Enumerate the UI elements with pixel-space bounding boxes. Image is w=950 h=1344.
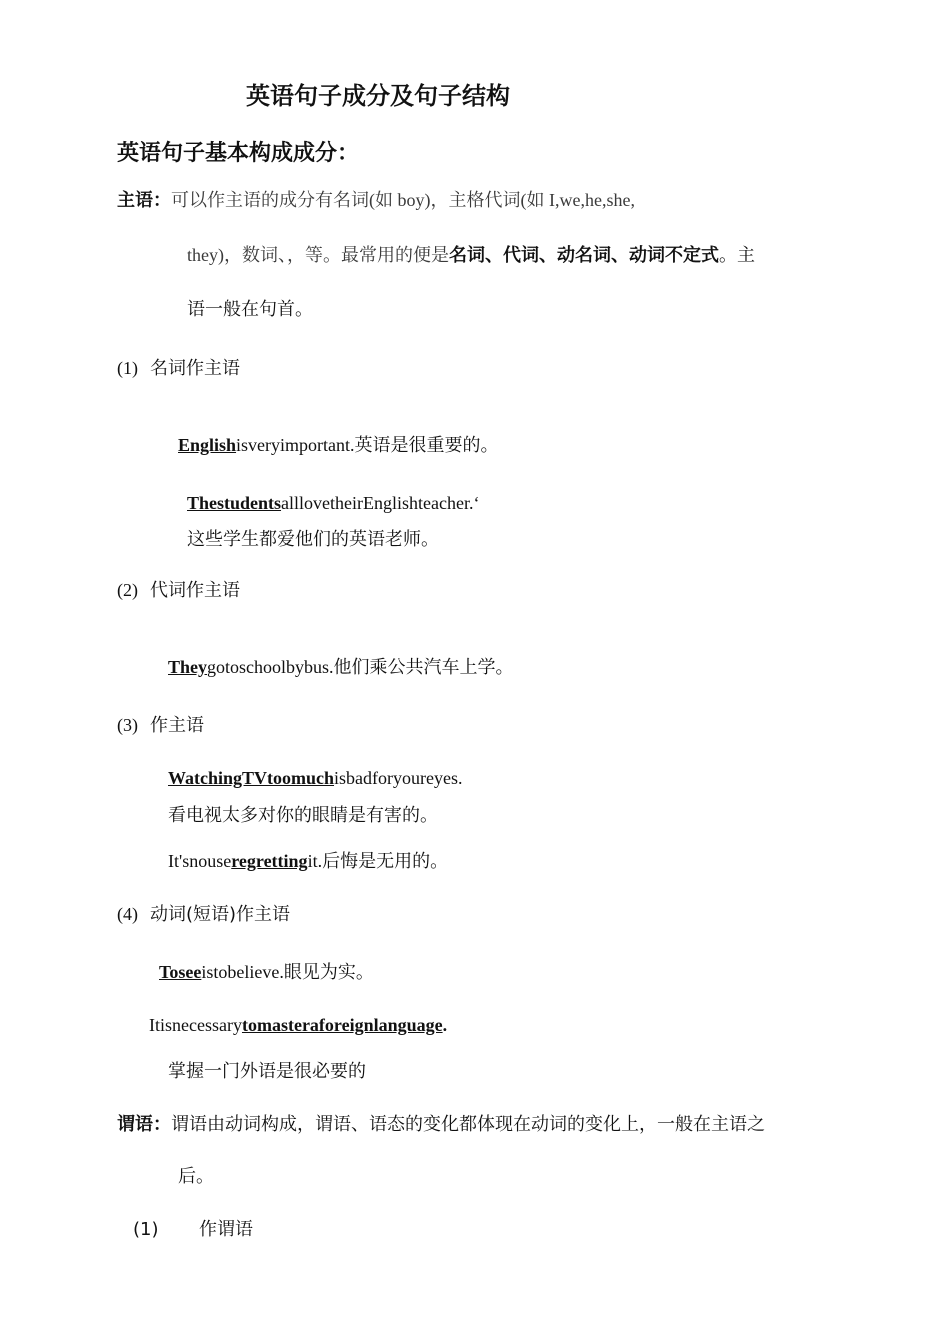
subject-paragraph-line2 xyxy=(187,243,755,268)
example-to-see xyxy=(159,960,374,984)
subject-line1-text: 可以作主语的成分有名词(如 boy)，主格代词(如 I,we,he,she, xyxy=(171,190,635,210)
document-title: 英语句子成分及句子结构 xyxy=(246,82,510,110)
subject-label: 主语 xyxy=(117,190,153,211)
subject-paragraph-line1 xyxy=(117,188,635,213)
item-label: 动词(短语)作主语 xyxy=(150,904,291,925)
section-heading: 英语句子基本构成成分： xyxy=(117,141,360,166)
example-students-translation: 这些学生都爱他们的英语老师。 xyxy=(187,529,439,550)
predicate-paragraph-line1 xyxy=(117,1113,765,1137)
example-subject-underlined: English xyxy=(178,435,237,455)
subject-line2-pre: they)，数词、，等。最常用的便是 xyxy=(187,245,449,265)
predicate-colon: ： xyxy=(153,1114,171,1135)
item-number: (2) xyxy=(117,580,138,600)
example-pre: It'snouse xyxy=(168,851,232,871)
example-necessary xyxy=(149,1013,447,1037)
item-number: (3) xyxy=(117,715,138,735)
subject-colon: ： xyxy=(153,190,171,211)
item-number: (4) xyxy=(117,904,138,924)
predicate-paragraph-line2: 后。 xyxy=(178,1166,214,1187)
item-label: 代词作主语 xyxy=(150,580,240,601)
list-item-pronoun-subject xyxy=(117,578,240,603)
list-item-as-subject xyxy=(117,713,204,738)
subject-paragraph-line3: 语一般在句首。 xyxy=(187,299,313,320)
example-rest: gotoschoolbybus.他们乘公共汽车上学。 xyxy=(207,657,514,677)
example-period: . xyxy=(442,1015,448,1035)
example-subject-underlined: They xyxy=(168,657,208,677)
example-rest: isveryimportant.英语是很重要的。 xyxy=(236,435,499,455)
subject-line2-bold: 名词、代词、动名词、动词不定式 xyxy=(448,245,719,266)
example-subject-underlined: regretting xyxy=(231,851,308,871)
subject-line2-post: 。主 xyxy=(718,245,755,266)
example-english xyxy=(178,433,499,457)
item-label: 作主语 xyxy=(150,715,204,736)
example-subject-underlined: Tosee xyxy=(159,962,202,982)
predicate-line1-text: 谓语由动词构成，谓语、语态的变化都体现在动词的变化上，一般在主语之 xyxy=(171,1114,765,1135)
list-item-as-predicate xyxy=(133,1218,253,1242)
example-subject-underlined: tomasteraforeignlanguage xyxy=(241,1015,443,1035)
item-number: (1) xyxy=(133,1219,159,1240)
example-students xyxy=(187,491,479,515)
example-watching-tv xyxy=(168,766,463,790)
list-item-verb-phrase-subject xyxy=(117,902,290,927)
list-item-noun-subject xyxy=(117,356,240,381)
example-rest: alllovetheirEnglishteacher.‘ xyxy=(281,493,480,513)
example-rest: it.后悔是无用的。 xyxy=(307,851,449,871)
example-regretting xyxy=(168,849,448,873)
example-pre: Itisnecessary xyxy=(149,1015,242,1035)
example-subject-underlined: Thestudents xyxy=(187,493,282,513)
example-necessary-translation: 掌握一门外语是很必要的 xyxy=(168,1061,366,1082)
example-they xyxy=(168,655,514,679)
example-rest: istobelieve.眼见为实。 xyxy=(201,962,374,982)
item-number: (1) xyxy=(117,358,138,378)
example-rest: isbadforyoureyes. xyxy=(334,768,463,788)
item-label: 名词作主语 xyxy=(150,358,240,379)
item-label: 作谓语 xyxy=(199,1219,253,1240)
predicate-label: 谓语 xyxy=(117,1114,153,1135)
example-watching-tv-translation: 看电视太多对你的眼睛是有害的。 xyxy=(168,805,438,826)
example-subject-underlined: WatchingTVtoomuch xyxy=(168,768,335,788)
